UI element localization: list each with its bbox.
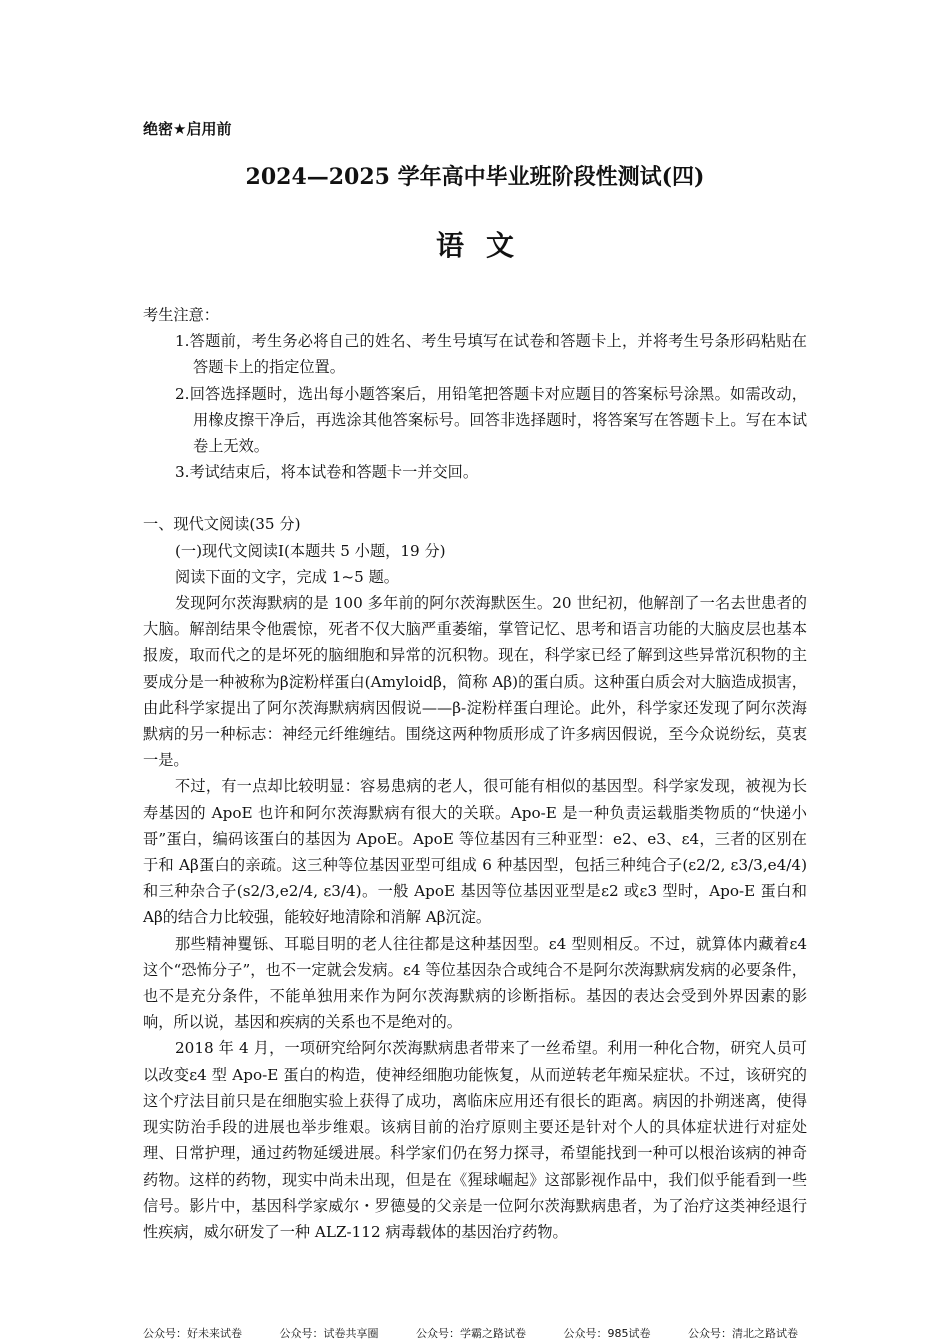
footer-label-3: 公众号：学霸之路试卷 [416,1327,526,1340]
notice-item-3: 3.考试结束后，将本试卷和答题卡一并交回。 [175,463,479,482]
footer-watermarks [143,1325,823,1341]
section-heading: 一、现代文阅读(35 分) [143,515,301,534]
footer-label-1: 公众号：好未来试卷 [143,1327,242,1340]
passage-paragraph-1: 发现阿尔茨海默病的是 100 多年前的阿尔茨海默医生。20 世纪初，他解剖了一名去世患者的大脑。解剖结果令他震惊，死者不仅大脑严重萎缩，掌管记忆、思考和语言功能的大脑皮层也基本报废，取而代之的是坏死的脑细胞和异常的沉积物。现在，科学家已经了解到这些异常沉积物的主要成分是一种被称为β淀粉样蛋白(Amyloidβ，简称 Aβ)的蛋白质。这种蛋白质会对大脑造成损害，由此科学家提出了阿尔茨海默病病因假说——β-淀粉样蛋白理论。此外，科学家还发现了阿尔茨海默病的另一种标志：神经元纤维缠结。围绕这两种物质形成了许多病因假说，至今众说纷纭，莫衷一是。 [143,594,807,770]
subject-title: 语文 [435,229,536,262]
passage-paragraph-3: 那些精神矍铄、耳聪目明的老人往往都是这种基因型。ε4 型则相反。不过，就算体内藏着ε4 这个“恐怖分子”，也不一定就会发病。ε4 等位基因杂合或纯合不是阿尔茨海默病发病的必要条件，也不是充分条件，不能单独用来作为阿尔茨海默病的诊断指标。基因的表达会受到外界因素的影响，所以说，基因和疾病的关系也不是绝对的。 [143,934,807,1032]
passage-paragraph-4: 2018 年 4 月，一项研究给阿尔茨海默病患者带来了一丝希望。利用一种化合物，研究人员可以改变ε4 型 Apo-E 蛋白的构造，使神经细胞功能恢复，从而逆转老年痴呆症状。不过，该研究的这个疗法目前只是在细胞实验上获得了成功，离临床应用还有很长的距离。病因的扑朔迷离，使得现实防治手段的进展也举步维艰。该病目前的治疗原则主要还是针对个人的具体症状进行对症处理、日常护理，通过药物延缓进展。科学家们仍在努力探寻，希望能找到一种可以根治该病的神奇药物。这样的药物，现实中尚未出现，但是在《猩球崛起》这部影视作品中，我们似乎能看到一些信号。影片中，基因科学家威尔・罗德曼的父亲是一位阿尔茨海默病患者，为了治疗这类神经退行性疾病，威尔研发了一种 ALZ-112 病毒载体的基因治疗药物。 [143,1039,807,1241]
footer-label-4: 公众号：985试卷 [563,1327,651,1340]
footer-label-5: 公众号：清北之路试卷 [688,1327,798,1340]
exam-title: 2024—2025 学年高中毕业班阶段性测试(四) [245,164,705,190]
exam-content [143,302,807,1245]
section-subheading: (一)现代文阅读Ⅰ(本题共 5 小题，19 分) [175,541,446,560]
footer-label-2: 公众号：试卷共享圈 [279,1327,379,1340]
notice-item-2: 2.回答选择题时，选出每小题答案后，用铅笔把答题卡对应题目的答案标号涂黑。如需改动，用橡皮擦干净后，再选涂其他答案标号。回答非选择题时，将答案写在答题卡上。写在本试卷上无效。 [175,384,807,456]
confidential-label: 绝密★启用前 [143,120,232,138]
notice-heading: 考生注意： [143,306,219,324]
spacer [143,485,807,511]
reading-instruction: 阅读下面的文字，完成 1~5 题。 [175,567,399,586]
passage-paragraph-2: 不过，有一点却比较明显：容易患病的老人，很可能有相似的基因型。科学家发现，被视为长寿基因的 ApoE 也许和阿尔茨海默病有很大的关联。Apo-E 是一种负责运载脂类物质的“快递小哥”蛋白，编码该蛋白的基因为 ApoE。ApoE 等位基因有三种亚型：e2、e3、ε4，三者的区别在于和 Aβ蛋白的亲疏。这三种等位基因亚型可组成 6 种基因型，包括三种纯合子(ε2/2, ε3/3,e4/4)和三种杂合子(s2/3,e2/4, ε3/4)。一般 ApoE 基因等位基因亚型是ε2 或ε3 型时，Apo-E 蛋白和 Aβ的结合力比较强，能较好地清除和消解 Aβ沉淀。 [143,777,807,927]
notice-item-1: 1.答题前，考生务必将自己的姓名、考生号填写在试卷和答题卡上，并将考生号条形码粘贴在答题卡上的指定位置。 [175,332,807,377]
